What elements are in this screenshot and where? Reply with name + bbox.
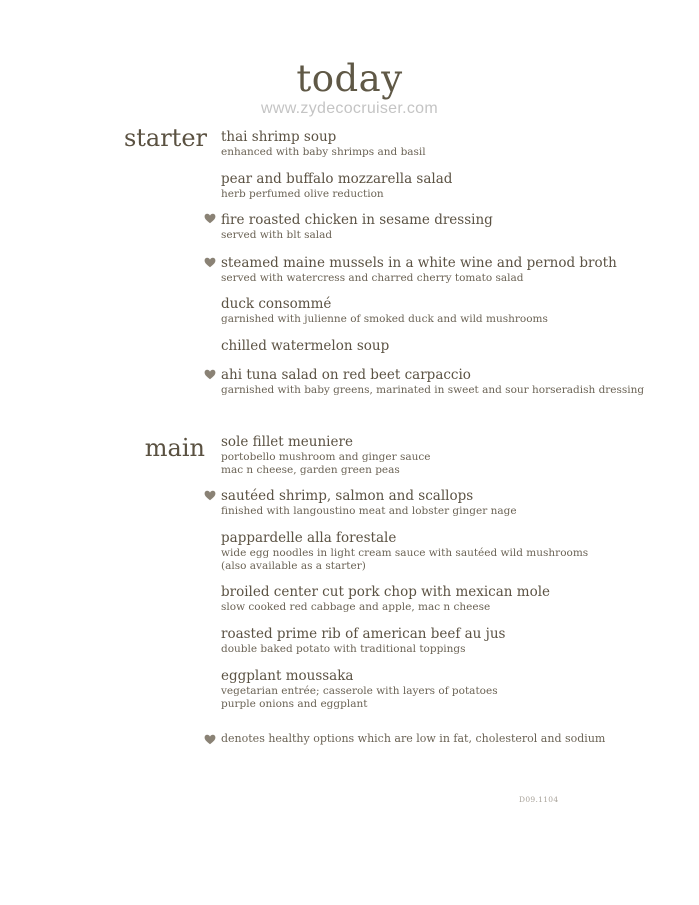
menu-item: [221, 488, 681, 518]
item-name: pear and buffalo mozzarella salad: [221, 171, 453, 187]
menu-item: [221, 212, 681, 242]
menu-item: [221, 129, 681, 159]
item-description: enhanced with baby shrimps and basil: [221, 146, 426, 158]
menu-item: [221, 434, 681, 477]
item-description: portobello mushroom and ginger sauce: [221, 451, 431, 463]
item-name: fire roasted chicken in sesame dressing: [221, 212, 493, 228]
item-description: purple onions and eggplant: [221, 698, 368, 710]
menu-item: [221, 338, 681, 355]
menu-item: [221, 296, 681, 326]
item-description: garnished with julienne of smoked duck and wild mushrooms: [221, 313, 548, 325]
heart-icon: [204, 213, 216, 224]
section-label-starter: starter: [123, 124, 207, 152]
item-description: finished with langoustino meat and lobster ginger nage: [221, 505, 517, 517]
watermark: www.zydecocruiser.com: [260, 100, 439, 117]
document-code: D09.1104: [519, 795, 559, 804]
section-label-main: main: [144, 434, 205, 462]
heart-icon: [204, 490, 216, 501]
menu-item: [221, 530, 681, 573]
item-description: herb perfumed olive reduction: [221, 188, 384, 200]
menu-item: [221, 171, 681, 201]
item-description: served with watercress and charred cherry tomato salad: [221, 272, 524, 284]
item-description: mac n cheese, garden green peas: [221, 464, 400, 476]
item-description: wide egg noodles in light cream sauce with sautéed wild mushrooms: [221, 547, 589, 559]
menu-item: [221, 584, 681, 614]
healthy-legend: denotes healthy options which are low in fat, cholesterol and sodium: [221, 732, 606, 745]
item-name: chilled watermelon soup: [221, 338, 390, 354]
item-description: (also available as a starter): [221, 560, 366, 572]
heart-icon: [204, 734, 216, 745]
menu-item: [221, 626, 681, 656]
item-name: thai shrimp soup: [221, 129, 337, 145]
item-name: sautéed shrimp, salmon and scallops: [221, 488, 474, 504]
item-name: roasted prime rib of american beef au jus: [221, 626, 506, 642]
heart-icon: [204, 257, 216, 268]
heart-icon: [204, 369, 216, 380]
item-description: garnished with baby greens, marinated in sweet and sour horseradish dressing: [221, 384, 645, 396]
item-description: slow cooked red cabbage and apple, mac n cheese: [221, 601, 491, 613]
menu-item: [221, 668, 681, 711]
item-description: served with blt salad: [221, 229, 333, 241]
item-name: pappardelle alla forestale: [221, 530, 397, 546]
menu-item: [221, 255, 681, 285]
item-name: duck consommé: [221, 296, 332, 312]
item-name: eggplant moussaka: [221, 668, 354, 684]
item-name: ahi tuna salad on red beet carpaccio: [221, 367, 471, 383]
page-title: today: [296, 57, 403, 100]
item-name: sole fillet meuniere: [221, 434, 353, 450]
item-description: vegetarian entrée; casserole with layers of potatoes: [221, 685, 498, 697]
menu-item: [221, 367, 681, 397]
item-name: broiled center cut pork chop with mexican mole: [221, 584, 551, 600]
item-description: double baked potato with traditional toppings: [221, 643, 466, 655]
item-name: steamed maine mussels in a white wine and pernod broth: [221, 255, 617, 271]
